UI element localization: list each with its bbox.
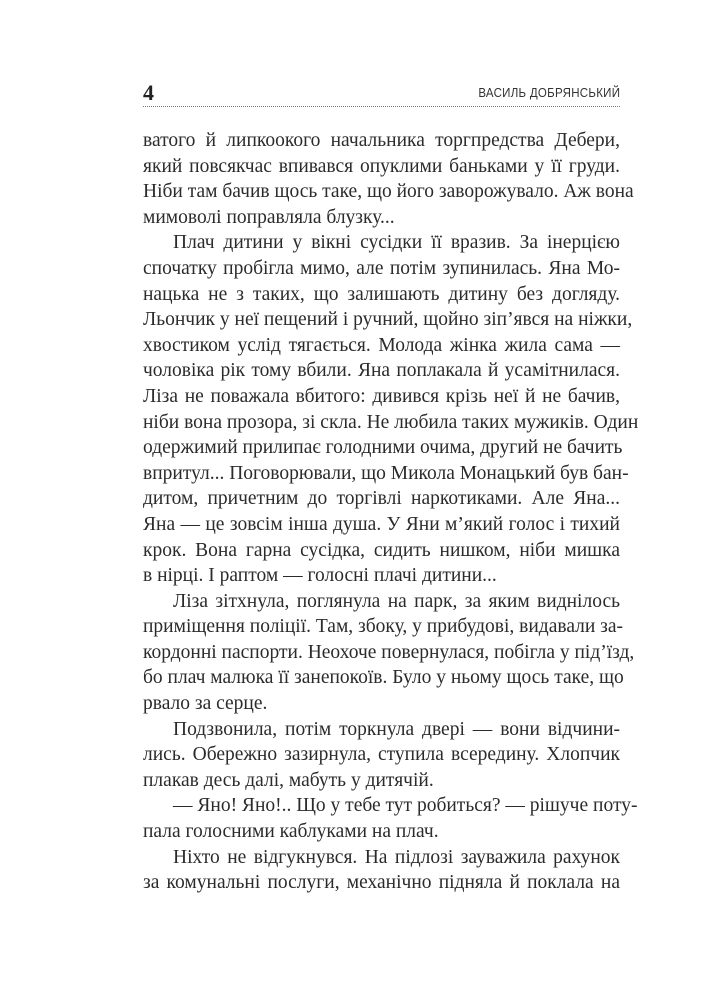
text-line: ніби вона прозора, зі скла. Не любила таких мужиків. Один bbox=[143, 411, 639, 433]
text-line: впритул... Поговорювали, що Микола Монацький був бан- bbox=[143, 462, 629, 484]
text-line: дитом, причетним до торгівлі наркотиками. Але Яна... bbox=[143, 488, 620, 510]
text-line: за комунальні послуги, механічно підняла й поклала на bbox=[143, 872, 620, 894]
text-line: — Яно! Яно!.. Що у тебе тут робиться? — рішуче поту- bbox=[173, 795, 638, 817]
text-line: Льончик у неї пещений і ручний, щойно зіп’явся на ніжки, bbox=[143, 309, 633, 331]
text-line: бо плач малюка її занепокоїв. Було у ньому щось таке, що bbox=[143, 667, 624, 689]
page-body-text bbox=[143, 128, 639, 896]
running-header bbox=[143, 80, 620, 106]
text-line: Ніхто не відгукнувся. На підлозі зауважила рахунок bbox=[173, 846, 620, 868]
text-line: плакав десь далі, мабуть у дитячій. bbox=[143, 769, 434, 791]
text-line: який повсякчас впивався опуклими баньками у її груди. bbox=[143, 155, 620, 177]
text-line: хвостиком услід тягається. Молода жінка жила сама — bbox=[143, 334, 620, 356]
text-line: лись. Обережно зазирнула, ступила всередину. Хлопчик bbox=[143, 744, 620, 766]
text-line: Плач дитини у вікні сусідки її вразив. За інерцією bbox=[173, 232, 620, 254]
text-line: кордонні паспорти. Неохоче повернулася, побігла у під’їзд, bbox=[143, 641, 635, 663]
text-line: ватого й липкоокого начальника торгпредства Дебери, bbox=[143, 130, 620, 151]
text-line: пала голосними каблуками на плач. bbox=[143, 821, 439, 843]
text-line: Ліза зітхнула, поглянула на парк, за яким виднілось bbox=[173, 590, 620, 612]
author-name: ВАСИЛЬ ДОБРЯНСЬКИЙ bbox=[478, 86, 620, 100]
text-line: Ніби там бачив щось таке, що його заворожувало. Аж вона bbox=[143, 181, 634, 203]
text-line: приміщення поліції. Там, збоку, у прибудові, видавали за- bbox=[143, 616, 624, 638]
text-line: крок. Вона гарна сусідка, сидить нишком, ніби мишка bbox=[143, 539, 620, 561]
text-line: одержимий прилипає голодними очима, другий не бачить bbox=[143, 437, 623, 459]
text-line: рвало за серце. bbox=[143, 693, 268, 715]
text-line: мимоволі поправляла блузку... bbox=[143, 206, 395, 228]
text-line: Ліза не поважала вбитого: дивився крізь неї й не бачив, bbox=[143, 385, 620, 407]
text-line: спочатку пробігла мимо, але потім зупинилась. Яна Мо- bbox=[143, 257, 620, 279]
text-line: чоловіка рік тому вбили. Яна поплакала й усамітнилася. bbox=[143, 360, 620, 382]
text-line: Яна — це зовсім інша душа. У Яни м’який голос і тихий bbox=[143, 513, 620, 535]
page-number: 4 bbox=[143, 80, 154, 105]
text-line: Подзвонила, потім торкнула двері — вони відчини- bbox=[173, 718, 620, 740]
text-line: нацька не з таких, що залишають дитину без догляду. bbox=[143, 283, 620, 305]
header-dotted-rule bbox=[143, 106, 620, 107]
text-line: в нірці. І раптом — голосні плачі дитини... bbox=[143, 565, 497, 587]
